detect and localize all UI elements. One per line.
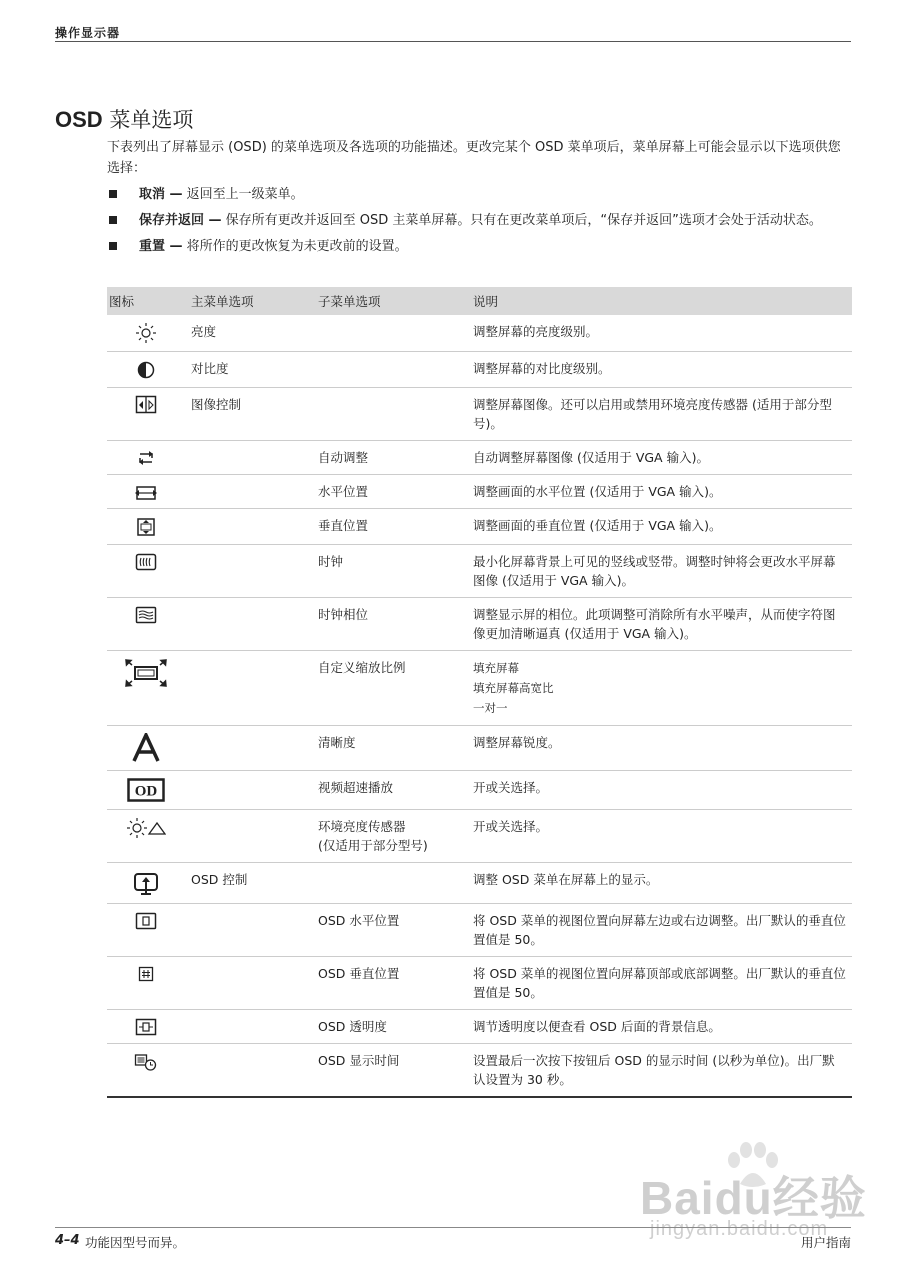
watermark-logo: Baidu经验 [640, 1172, 867, 1224]
list-item [107, 210, 852, 231]
main-option [191, 509, 318, 545]
table-row [107, 315, 852, 352]
bullet-list [107, 184, 852, 262]
document-title: 用户指南 [800, 1235, 851, 1250]
column-header-sub: 子菜单选项 [318, 287, 473, 315]
list-item [107, 184, 852, 205]
osd-menu-table [107, 287, 852, 1098]
section-title-prefix: OSD [55, 107, 103, 132]
main-option [191, 597, 318, 650]
main-option [191, 475, 318, 509]
table-row [107, 809, 852, 862]
list-item [107, 236, 852, 257]
running-header: 操作显示器 [55, 26, 121, 40]
sub-option: 视频超速播放 [318, 770, 473, 809]
bullet-square-icon [109, 216, 117, 224]
sub-option-note: (仅适用于部分型号) [318, 837, 428, 853]
footer-rule [55, 1227, 851, 1228]
main-option [191, 544, 318, 597]
table-row [107, 903, 852, 956]
main-option [191, 650, 318, 725]
osd-control-icon [133, 870, 159, 896]
sub-option: OSD 显示时间 [318, 1044, 473, 1098]
sub-option [318, 387, 473, 440]
osd-horizontal-position-icon [135, 912, 157, 930]
option-description: 自动调整屏幕图像 (仅适用于 VGA 输入)。 [473, 440, 852, 475]
osd-timeout-icon [134, 1053, 158, 1071]
sub-option: 自动调整 [318, 440, 473, 475]
bullet-square-icon [109, 242, 117, 250]
table-row [107, 475, 852, 509]
table-row [107, 725, 852, 770]
scaling-option-fill-aspect: 填充屏幕高宽比 [473, 680, 554, 695]
scaling-option-one-to-one: 一对一 [473, 700, 508, 715]
main-option [191, 1009, 318, 1044]
clock-icon [135, 553, 157, 571]
bullet-term: 取消 — [139, 187, 183, 202]
option-description: 调整 OSD 菜单在屏幕上的显示。 [473, 862, 852, 903]
main-option: 图像控制 [191, 387, 318, 440]
option-description: 调整屏幕锐度。 [473, 725, 852, 770]
bullet-desc: 返回至上一级菜单。 [182, 187, 304, 202]
option-description: 调整显示屏的相位。此项调整可消除所有水平噪声，从而使字符图像更加清晰逼真 (仅适用于 VGA 输入)。 [473, 597, 852, 650]
table-row [107, 509, 852, 545]
option-description: 调整屏幕图像。还可以启用或禁用环境亮度传感器 (适用于部分型号)。 [473, 387, 852, 440]
main-option: OSD 控制 [191, 862, 318, 903]
main-option [191, 809, 318, 862]
table-row [107, 352, 852, 388]
main-option [191, 1044, 318, 1098]
table-row [107, 387, 852, 440]
table-header-row [107, 287, 852, 315]
osd-vertical-position-icon [138, 966, 154, 982]
footer-note: 功能因型号而异。 [85, 1235, 186, 1250]
section-title-rest: 菜单选项 [102, 108, 194, 132]
table-row [107, 440, 852, 475]
sharpness-icon [131, 733, 161, 763]
vertical-position-icon [136, 517, 156, 537]
sub-option [318, 809, 473, 862]
table-row [107, 770, 852, 809]
sub-option: 水平位置 [318, 475, 473, 509]
sub-option: 时钟 [318, 544, 473, 597]
sub-option [318, 315, 473, 352]
option-description: 调整屏幕的亮度级别。 [473, 315, 852, 352]
main-option [191, 440, 318, 475]
option-description: 开或关选择。 [473, 809, 852, 862]
column-header-icon: 图标 [107, 287, 191, 315]
table-row [107, 956, 852, 1009]
main-option [191, 903, 318, 956]
table-row [107, 597, 852, 650]
option-description: 调节透明度以便查看 OSD 后面的背景信息。 [473, 1009, 852, 1044]
option-description: 调整画面的垂直位置 (仅适用于 VGA 输入)。 [473, 509, 852, 545]
main-option: 对比度 [191, 352, 318, 388]
main-option [191, 956, 318, 1009]
svg-text:OD: OD [134, 783, 158, 799]
sub-option: OSD 垂直位置 [318, 956, 473, 1009]
column-header-main: 主菜单选项 [191, 287, 318, 315]
image-control-icon [135, 395, 157, 415]
bullet-square-icon [109, 190, 117, 198]
sub-option: OSD 水平位置 [318, 903, 473, 956]
table-row [107, 544, 852, 597]
bullet-term: 重置 — [139, 239, 183, 254]
sub-option: OSD 透明度 [318, 1009, 473, 1044]
option-description: 设置最后一次按下按钮后 OSD 的显示时间 (以秒为单位)。出厂默认设置为 30 秒。 [473, 1044, 852, 1098]
table-row [107, 1044, 852, 1098]
main-option [191, 770, 318, 809]
clock-phase-icon [135, 606, 157, 624]
bullet-desc: 将所作的更改恢复为未更改前的设置。 [182, 239, 408, 254]
table-row [107, 862, 852, 903]
option-description: 调整画面的水平位置 (仅适用于 VGA 输入)。 [473, 475, 852, 509]
option-description [473, 650, 852, 725]
sub-option: 自定义缩放比例 [318, 650, 473, 725]
main-option: 亮度 [191, 315, 318, 352]
custom-scaling-icon [124, 658, 168, 688]
option-description: 将 OSD 菜单的视图位置向屏幕左边或右边调整。出厂默认的垂直位置值是 50。 [473, 903, 852, 956]
option-description: 开或关选择。 [473, 770, 852, 809]
watermark-url: jingyan.baidu.com [650, 1218, 829, 1240]
intro-paragraph: 下表列出了屏幕显示 (OSD) 的菜单选项及各选项的功能描述。更改完某个 OSD 菜单项后，菜单屏幕上可能会显示以下选项供您选择： [107, 140, 841, 176]
scaling-option-fill-screen: 填充屏幕 [473, 660, 519, 675]
main-option [191, 725, 318, 770]
sub-option [318, 352, 473, 388]
bullet-term: 保存并返回 — [139, 213, 222, 228]
osd-transparency-icon [135, 1018, 157, 1036]
sub-option-name: 环境亮度传感器 [318, 818, 406, 834]
bullet-desc: 保存所有更改并返回至 OSD 主菜单屏幕。只有在更改菜单项后，“保存并返回”选项才会处于活动状态。 [221, 213, 822, 228]
table-row [107, 650, 852, 725]
option-description: 最小化屏幕背景上可见的竖线或竖带。调整时钟将会更改水平屏幕图像 (仅适用于 VGA 输入)。 [473, 544, 852, 597]
ambient-light-sensor-icon [126, 817, 166, 839]
section-title [55, 104, 193, 134]
auto-adjust-icon [135, 449, 157, 467]
table-row [107, 1009, 852, 1044]
page-number: 4–4 [55, 1233, 80, 1248]
brightness-icon [135, 322, 157, 344]
sub-option [318, 862, 473, 903]
sub-option: 清晰度 [318, 725, 473, 770]
option-description: 调整屏幕的对比度级别。 [473, 352, 852, 388]
header-rule [55, 41, 851, 42]
option-description: 将 OSD 菜单的视图位置向屏幕顶部或底部调整。出厂默认的垂直位置值是 50。 [473, 956, 852, 1009]
overdrive-icon [127, 778, 165, 802]
column-header-desc: 说明 [473, 287, 852, 315]
sub-option: 时钟相位 [318, 597, 473, 650]
sub-option: 垂直位置 [318, 509, 473, 545]
horizontal-position-icon [134, 485, 158, 501]
contrast-icon [136, 360, 156, 380]
